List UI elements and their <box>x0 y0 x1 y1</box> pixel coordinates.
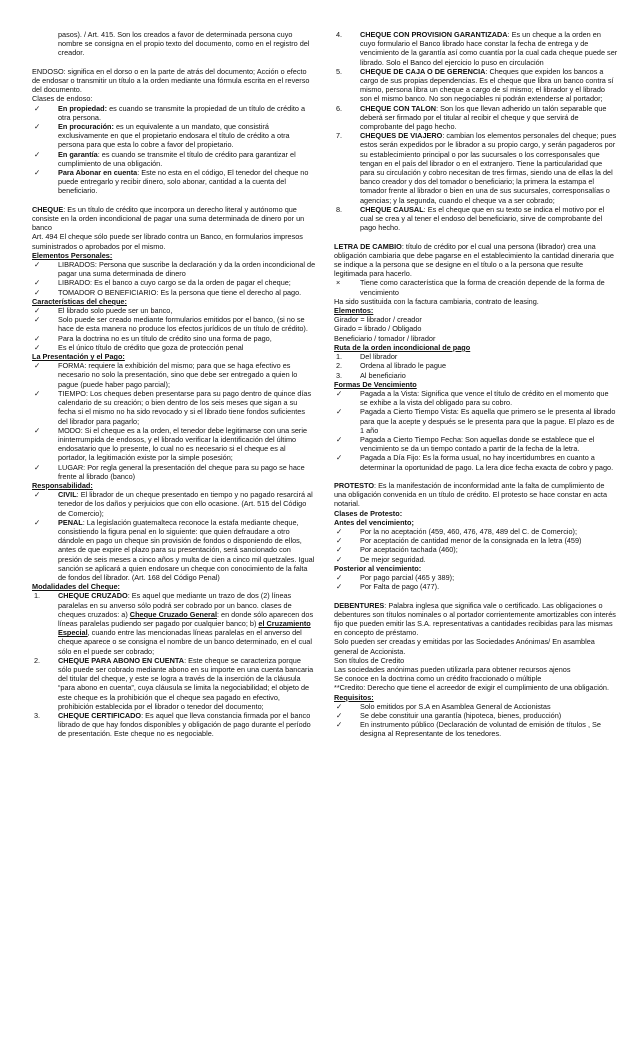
body-text: : La legislación guatemalteca reconoce la estafa mediante cheque, consistiendo la figura penal en lo siguiente: que quien defraudare a otro dándole en pago un cheque sin provisión de fondos o disponiendo de ellos, antes de que expire el plazo para su presentación, será sancionado con presión de seis meses a cinco años y multa de cien a cinco mil quetzales. Igual sanción se aplicará a quien endosare un cheque con conocimiento de la falta de fondos del librador. (Art. 168 del Código Penal) <box>58 517 315 582</box>
checkmark-bullet: ✓ <box>336 407 343 417</box>
term-heading: CIVIL <box>58 490 77 500</box>
list-item-text <box>58 122 316 150</box>
list-item <box>334 371 618 380</box>
list-item-text <box>58 343 316 352</box>
list-number: 3. <box>336 370 343 380</box>
term-heading: Para Abonar en cuenta <box>58 168 138 178</box>
list-item <box>334 582 618 591</box>
list-item <box>334 435 618 453</box>
paragraph <box>334 564 618 573</box>
section-heading: Requisitos: <box>334 692 374 702</box>
term-heading: CHEQUE CRUZADO <box>58 591 128 601</box>
list-item-text <box>360 711 618 720</box>
checkmark-bullet: ✓ <box>34 490 41 500</box>
body-text: Pagada a Cierto Tiempo Vista: Es aquella que primero se le presenta al librado para que la acepte y después se le presenta para que la pague. El plazo es de 1 año <box>360 407 616 435</box>
checkmark-bullet: ✓ <box>34 315 41 325</box>
body-text: : Es un cheque a la orden en cuyo formulario el Banco librado hace constar la fecha de entrega y de vencimiento de la garantía así como cuantía por la cual cada cheque puede ser librado. Solo el Banco del ejercicio lo puso en circulación <box>360 30 618 67</box>
checkmark-bullet: ✓ <box>34 333 41 343</box>
body-text: : Palabra inglesa que significa vale o certificado. Las obligaciones o debentures son títulos nominales o al portador corrientemente amortizables con interés fijo que pueden emitir las S.A. representativas a cantidades recibidas para las mismas en concepto de préstamo. <box>334 600 616 638</box>
list-item <box>32 343 316 352</box>
body-text: LIBRADO: Es el banco a cuyo cargo se da la orden de pagar el cheque; <box>58 278 291 288</box>
term-heading: En procuración: <box>58 122 114 132</box>
term-heading: CHEQUE CON TALON <box>360 103 437 113</box>
term-heading: CHEQUE CAUSAL <box>360 204 424 214</box>
term-heading: CHEQUE CERTIFICADO <box>58 711 142 720</box>
checkmark-bullet: ✓ <box>336 388 343 398</box>
list-item-text <box>58 711 316 739</box>
checkmark-bullet: ✓ <box>34 149 41 159</box>
list-item-text <box>360 720 618 738</box>
paragraph <box>334 380 618 389</box>
checkmark-bullet: ✓ <box>336 572 343 582</box>
list-item-text <box>58 150 316 168</box>
paragraph <box>32 352 316 361</box>
body-text: : es cuando se transmite el título de crédito para garantizar el cumplimiento de una obligación. <box>58 149 296 168</box>
list-item-text <box>360 582 618 591</box>
body-text: Por la no aceptación (459, 460, 476, 478, 489 del C. de Comercio); <box>360 526 578 536</box>
list-item-text <box>360 573 618 582</box>
list-item-text <box>360 104 618 132</box>
list-number: 5. <box>336 66 343 76</box>
section-heading: Características del cheque: <box>32 296 127 306</box>
paragraph <box>32 67 316 95</box>
list-number: 7. <box>336 131 343 141</box>
emphasis-term: el Cruzamiento Especial <box>58 618 311 638</box>
section-heading: La Presentación y el Pago: <box>32 352 125 362</box>
list-item <box>32 260 316 278</box>
list-item-text <box>58 306 316 315</box>
body-text: Por Falta de pago (477). <box>360 582 440 592</box>
list-item <box>32 288 316 297</box>
list-item <box>32 490 316 518</box>
checkmark-bullet: ✓ <box>34 517 41 527</box>
checkmark-bullet: ✓ <box>34 342 41 352</box>
list-item <box>334 131 618 205</box>
list-item <box>334 104 618 132</box>
list-item <box>32 334 316 343</box>
list-number: 2. <box>336 361 343 371</box>
list-number: 8. <box>336 204 343 214</box>
body-text: FORMA: requiere la exhibición del mismo; para que se haga efectivo es necesario no solo la presentación, sino que debe ser entregado a quien lo pague (puede haber pago parcial); <box>58 361 298 389</box>
body-text: es un equivalente a un mandato, que consistirá exclusivamente en que el propietario endosara el título de crédito a otra persona para que esta lo cobre a favor del propietario. <box>58 122 290 150</box>
paragraph <box>334 324 618 333</box>
body-text: : Es el cheque que en su texto se indica el motivo por el cual se crea y al tener el endoso del beneficiario, sirve de comprobante del pago hecho. <box>360 204 605 233</box>
body-text: Solo pueden ser creadas y emitidas por las Sociedades Anónimas/ En asamblea general de Accionista. <box>334 637 595 656</box>
list-item-text <box>360 453 618 471</box>
list-item-text <box>360 131 618 205</box>
list-item <box>334 389 618 407</box>
cross-bullet: × <box>336 278 341 288</box>
checkmark-bullet: ✓ <box>34 425 41 435</box>
list-item <box>334 453 618 471</box>
body-text: : Es la manifestación de inconformidad ante la falta de cumplimiento de una obligación convenida en un título de crédito. El protesto se hace constar en acta notarial. <box>334 480 608 509</box>
section-heading: Ruta de la orden incondicional de pago <box>334 342 471 352</box>
body-text: Se conoce en la doctrina como un crédito fraccionado o múltiple <box>334 674 542 684</box>
list-number: 1. <box>34 591 41 601</box>
paragraph <box>334 343 618 352</box>
list-item-text <box>360 371 618 380</box>
paragraph <box>334 637 618 655</box>
body-text: Al beneficiario <box>360 370 406 380</box>
checkmark-bullet: ✓ <box>34 103 41 113</box>
list-item-text <box>360 435 618 453</box>
body-text: Solo emitidos por S.A en Asamblea General de Accionistas <box>360 701 551 711</box>
list-item-text <box>58 361 316 389</box>
term-heading: En propiedad: <box>58 103 108 113</box>
body-text: De mejor seguridad. <box>360 554 426 564</box>
checkmark-bullet: ✓ <box>336 545 343 555</box>
list-item-text <box>360 67 618 104</box>
bold-heading: Posterior al vencimiento: <box>334 563 422 573</box>
blank-line <box>32 58 316 67</box>
list-item-text <box>58 278 316 287</box>
section-heading: Elementos: <box>334 306 374 316</box>
list-number: 2. <box>34 655 41 665</box>
list-item-text <box>360 536 618 545</box>
list-item-text <box>360 407 618 435</box>
emphasis-term: Cheque Cruzado General <box>129 609 217 619</box>
section-heading: Elementos Personales: <box>32 250 113 260</box>
body-text: Para la doctrina no es un título de crédito sino una forma de pago, <box>58 333 272 343</box>
body-text: es cuando se transmite la propiedad de un título de crédito a otra persona. <box>58 103 306 122</box>
list-item <box>32 518 316 582</box>
list-item <box>334 720 618 738</box>
paragraph <box>334 509 618 518</box>
list-item <box>32 278 316 287</box>
paragraph <box>334 315 618 324</box>
body-text: : en donde sólo aparecen dos líneas paralelas pudiendo ser pagado por cualquier banco; b) <box>58 609 314 628</box>
paragraph <box>334 334 618 343</box>
list-number: 3. <box>34 711 41 720</box>
term-heading: LETRA DE CAMBIO <box>334 241 402 251</box>
body-text: : Es aquel que mediante un trazo de dos (2) líneas paralelas en su anverso sólo podrá ser cobrado por un banco. clases de cheques cruzados: a) <box>58 591 292 619</box>
list-item <box>334 555 618 564</box>
paragraph <box>334 518 618 527</box>
list-item <box>334 205 618 233</box>
body-text: Del librador <box>360 352 398 362</box>
section-heading: Responsabilidad: <box>32 480 93 490</box>
body-text: Girado = librado / Obligado <box>334 324 422 334</box>
term-heading: CHEQUE <box>32 204 64 214</box>
list-item-text <box>360 545 618 554</box>
list-item-text <box>360 361 618 370</box>
body-text: LUGAR: Por regla general la presentación del cheque para su pago se hace frente al librado (banco) <box>58 462 305 481</box>
body-text: Solo puede ser creado mediante formularios emitidos por el banco, (si no se hace de esta manera no produce los efectos jurídicos de un título de crédito). <box>58 315 308 334</box>
body-text: : Son los que llevan adherido un talón separable que deberá ser firmado por el titular al recibir el cheque y que servirá de comprobante del pago hecho. <box>360 103 607 132</box>
checkmark-bullet: ✓ <box>336 536 343 546</box>
body-text: : Es aquel que lleva constancia firmada por el banco librado de que hay fondos disponibles y obligación de pago durante el período de presentación. Este cheque no es negociable. <box>58 711 311 739</box>
checkmark-bullet: ✓ <box>336 720 343 730</box>
body-text: **Credito: Derecho que tiene el acreedor de exigir el cumplimiento de una obligación. <box>334 683 610 693</box>
list-item-text <box>58 389 316 426</box>
bold-heading: Clases de Protesto: <box>334 508 403 518</box>
term-heading: En garantía <box>58 149 98 159</box>
paragraph <box>334 693 618 702</box>
checkmark-bullet: ✓ <box>336 526 343 536</box>
body-text: Pagada a Día Fijo: Es la forma usual, no hay incertidumbres en cuanto a determinar la oportunidad de pago. La lera dice fecha exacta de cobro y pago. <box>360 453 614 472</box>
term-heading: PENAL <box>58 517 83 527</box>
body-text: Por aceptación tachada (460); <box>360 545 458 555</box>
body-text: : cambian los elementos personales del cheque; pues estos serán expedidos por le librador a su propio cargo, y serán pagaderos por su establecimiento principal o por las sucursales o los corresponsales que tengan en el país del librador o en el extranjero. Tiene la particularidad que para su circulación y cobro necesitan de tres firmas, siendo una de ellas la del banco creador y dos del tomador o beneficiario; la primera la estampa el tomador frente al librador o bien en una de sus sucursales, corresponsalías o agencias; y la segunda, cuando el cheque va a ser cobrado; <box>360 131 617 205</box>
list-item <box>334 536 618 545</box>
body-text: Clases de endoso: <box>32 94 93 104</box>
body-text: En instrumento público (Declaración de voluntad de emisión de títulos , Se designa al Representante de los tenedores. <box>360 720 601 739</box>
checkmark-bullet: ✓ <box>34 260 41 270</box>
list-item-text <box>360 702 618 711</box>
checkmark-bullet: ✓ <box>34 122 41 132</box>
list-item <box>32 711 316 739</box>
list-item <box>334 527 618 536</box>
checkmark-bullet: ✓ <box>34 388 41 398</box>
list-item-text <box>58 490 316 518</box>
left-column <box>32 30 316 1051</box>
checkmark-bullet: ✓ <box>34 462 41 472</box>
body-text: Las sociedades anónimas pueden utilizarla para obtener recursos ajenos <box>334 664 571 674</box>
paragraph <box>334 665 618 674</box>
body-text: TIEMPO: Los cheques deben presentarse para su pago dentro de quince días calendario de su creación; o bien dentro de los seis meses que sigan a su fecha si el mismo no ha sido revocado y si el librado tiene fondos suficientes del librador para pagarlo; <box>58 388 312 426</box>
list-item <box>32 426 316 463</box>
checkmark-bullet: ✓ <box>34 168 41 178</box>
list-item-text <box>58 426 316 463</box>
checkmark-bullet: ✓ <box>336 453 343 463</box>
paragraph <box>32 232 316 250</box>
body-text: Girador = librador / creador <box>334 315 422 325</box>
list-item-text <box>360 30 618 67</box>
body-text: Por pago parcial (465 y 389); <box>360 572 455 582</box>
body-text: : Este cheque se caracteriza porque sólo puede ser cobrado mediante abono en su importe en una cuenta bancaria del titular del cheque, y este se logra a través de la inserción de la cláusula “para abono en cuenta”, cuya cláusula se limita la negociabilidad; el objeto de este cheque es la prohibición que el cheque sea pagado en efectivo, prohibición establecida por el librador o tenedor del documento; <box>58 655 314 711</box>
body-text: Ordena al librado le pague <box>360 361 447 371</box>
checkmark-bullet: ✓ <box>336 434 343 444</box>
list-item-text <box>58 168 316 196</box>
list-item <box>334 702 618 711</box>
list-item-text <box>58 260 316 278</box>
list-item <box>334 278 618 296</box>
list-item <box>334 352 618 361</box>
list-number: 6. <box>336 103 343 113</box>
list-item <box>334 545 618 554</box>
paragraph <box>334 297 618 306</box>
section-heading: Formas De Vencimiento <box>334 379 417 389</box>
list-item-text <box>360 389 618 407</box>
list-item-text <box>360 205 618 233</box>
body-text: Ha sido sustituida con la factura cambiaria, contrato de leasing. <box>334 296 539 306</box>
body-text: TOMADOR O BENEFICIARIO: Es la persona que tiene el derecho al pago. <box>58 287 302 297</box>
paragraph <box>32 94 316 103</box>
checkmark-bullet: ✓ <box>34 287 41 297</box>
body-text: Pagada a Cierto Tiempo Fecha: Son aquellas donde se establece que el vencimiento se da un tiempo contado a partir de la fecha de la letra. <box>360 434 595 454</box>
blank-line <box>334 232 618 241</box>
body-text: El librado solo puede ser un banco, <box>58 306 173 316</box>
paragraph <box>334 656 618 665</box>
list-item <box>334 407 618 435</box>
list-item-text <box>360 555 618 564</box>
paragraph <box>334 481 618 509</box>
paragraph <box>334 683 618 692</box>
body-text: Por aceptación de cantidad menor de la consignada en la letra (459) <box>360 536 582 546</box>
body-text: MODO: Si el cheque es a la orden, el tenedor debe legitimarse con una serie ininterrumpida de endosos, y el librado verificar la identificación del último endosatario que lo presente, lo cual no es necesario si el cheque es al portador, la legitimación existe por la simple posesión; <box>58 425 308 463</box>
paragraph <box>32 481 316 490</box>
checkmark-bullet: ✓ <box>336 710 343 720</box>
term-heading: CHEQUE PARA ABONO EN CUENTA <box>58 655 185 665</box>
body-text: Tiene como característica que la forma de creación depende de la forma de vencimiento <box>360 278 605 297</box>
list-number: 1. <box>336 352 343 362</box>
body-text: Beneficiario / tomador / librador <box>334 333 436 343</box>
list-item-text <box>360 527 618 536</box>
body-text: , cuando entre las mencionadas líneas paralelas en el anverso del cheque aparece o se consigna el nombre de un banco determinado, en el cual sólo en el puede ser cobrado; <box>58 628 312 656</box>
blank-line <box>334 472 618 481</box>
term-heading: PROTESTO <box>334 480 375 490</box>
paragraph <box>32 297 316 306</box>
paragraph <box>32 582 316 591</box>
body-text: Son títulos de Credito <box>334 655 405 665</box>
list-item-text <box>360 278 618 296</box>
list-item-text <box>58 656 316 711</box>
body-text: Es el único título de crédito que goza de protección penal <box>58 342 244 352</box>
list-item-text <box>360 352 618 361</box>
list-item <box>32 168 316 196</box>
list-item <box>32 463 316 481</box>
body-text: : El librador de un cheque presentado en tiempo y no pagado resarcirá al tenedor de los daños y perjuicios que con ello ocasione. (Art. 515 del Código de Comercio); <box>58 490 313 518</box>
list-item-text <box>58 463 316 481</box>
paragraph <box>334 242 618 279</box>
list-item <box>32 306 316 315</box>
list-number: 4. <box>336 30 343 39</box>
list-item <box>32 104 316 122</box>
body-text: ENDOSO: significa en el dorso o en la parte de atrás del documento; Acción o efecto de endosar o transmitir un título a la orden mediante una fórmula escrita en el reverso del documento. <box>32 66 310 95</box>
body-text: : Es un título de crédito que incorpora un derecho literal y autónomo que consiste en la orden incondicional de pagar una suma determinada de dinero por un banco <box>32 204 305 233</box>
paragraph <box>32 251 316 260</box>
list-item <box>32 122 316 150</box>
body-text: Art. 494 El cheque sólo puede ser librado contra un Banco, en formularios impresos suministrados o aprobados por el mismo. <box>32 232 303 251</box>
body-text: : Cheques que expiden los bancos a cargo de sus propias dependencias. Es el cheque que libra un banco contra sí mismo, persona libra un cheque a cargo de sí mismo; el librador y el librado son el mismo banco. No son negociables ni podrán extenderse al portador; <box>360 66 614 104</box>
bold-heading: Antes del vencimiento; <box>334 517 414 527</box>
list-item-text <box>58 288 316 297</box>
blank-line <box>334 591 618 600</box>
list-item <box>334 67 618 104</box>
checkmark-bullet: ✓ <box>336 554 343 564</box>
term-heading: CHEQUE CON PROVISION GARANTIZADA <box>360 30 508 39</box>
list-item-text <box>58 591 316 655</box>
term-heading: CHEQUES DE VIAJERO <box>360 131 443 141</box>
body-text: : Este no esta en el código, El tenedor del cheque no puede entregarlo y recibir dinero, solo abonar, cantidad a la cuenta del beneficiario. <box>58 168 309 196</box>
list-item-text <box>58 518 316 582</box>
blank-line <box>32 196 316 205</box>
list-item <box>334 711 618 720</box>
list-item <box>32 315 316 333</box>
list-item-text <box>58 104 316 122</box>
checkmark-bullet: ✓ <box>34 278 41 288</box>
checkmark-bullet: ✓ <box>34 361 41 371</box>
list-item-text <box>58 334 316 343</box>
paragraph <box>334 674 618 683</box>
checkmark-bullet: ✓ <box>336 701 343 711</box>
term-heading: DEBENTURES <box>334 600 385 610</box>
paragraph <box>334 306 618 315</box>
indented-paragraph: pasos). / Art. 415. Son los creados a favor de determinada persona cuyo nombre se consigna en el propio texto del documento, como en el registro del creador. <box>58 30 310 58</box>
term-heading: CHEQUE DE CAJA O DE GERENCIA <box>360 66 486 76</box>
list-item <box>334 361 618 370</box>
checkmark-bullet: ✓ <box>34 306 41 316</box>
body-text: Se debe constituir una garantía (hipoteca, bienes, producción) <box>360 710 562 720</box>
paragraph <box>334 601 618 638</box>
body-text: : título de crédito por el cual una persona (librador) crea una obligación cambiaria que debe pagarse en el establecimiento la cantidad dineraria que se indique a la persona que se designe en el título o a la persona que resulte legitimada para hacerlo. <box>334 241 614 279</box>
list-item <box>32 150 316 168</box>
list-item <box>32 656 316 711</box>
list-item <box>32 389 316 426</box>
paragraph <box>32 205 316 233</box>
body-text: Pagada a la Vista: Significa que vence el título de crédito en el momento que se exhibe a la vista del obligado para su cobro. <box>360 388 609 408</box>
checkmark-bullet: ✓ <box>336 582 343 592</box>
list-item <box>334 30 618 67</box>
section-heading: Modalidades del Cheque: <box>32 582 120 592</box>
list-item <box>32 591 316 655</box>
body-text: LIBRADOS: Persona que suscribe la declaración y da la orden incondicional de pagar una suma determinada de dinero <box>58 260 316 279</box>
list-item <box>32 361 316 389</box>
right-column <box>334 30 618 1051</box>
list-item <box>334 573 618 582</box>
list-item-text <box>58 315 316 333</box>
